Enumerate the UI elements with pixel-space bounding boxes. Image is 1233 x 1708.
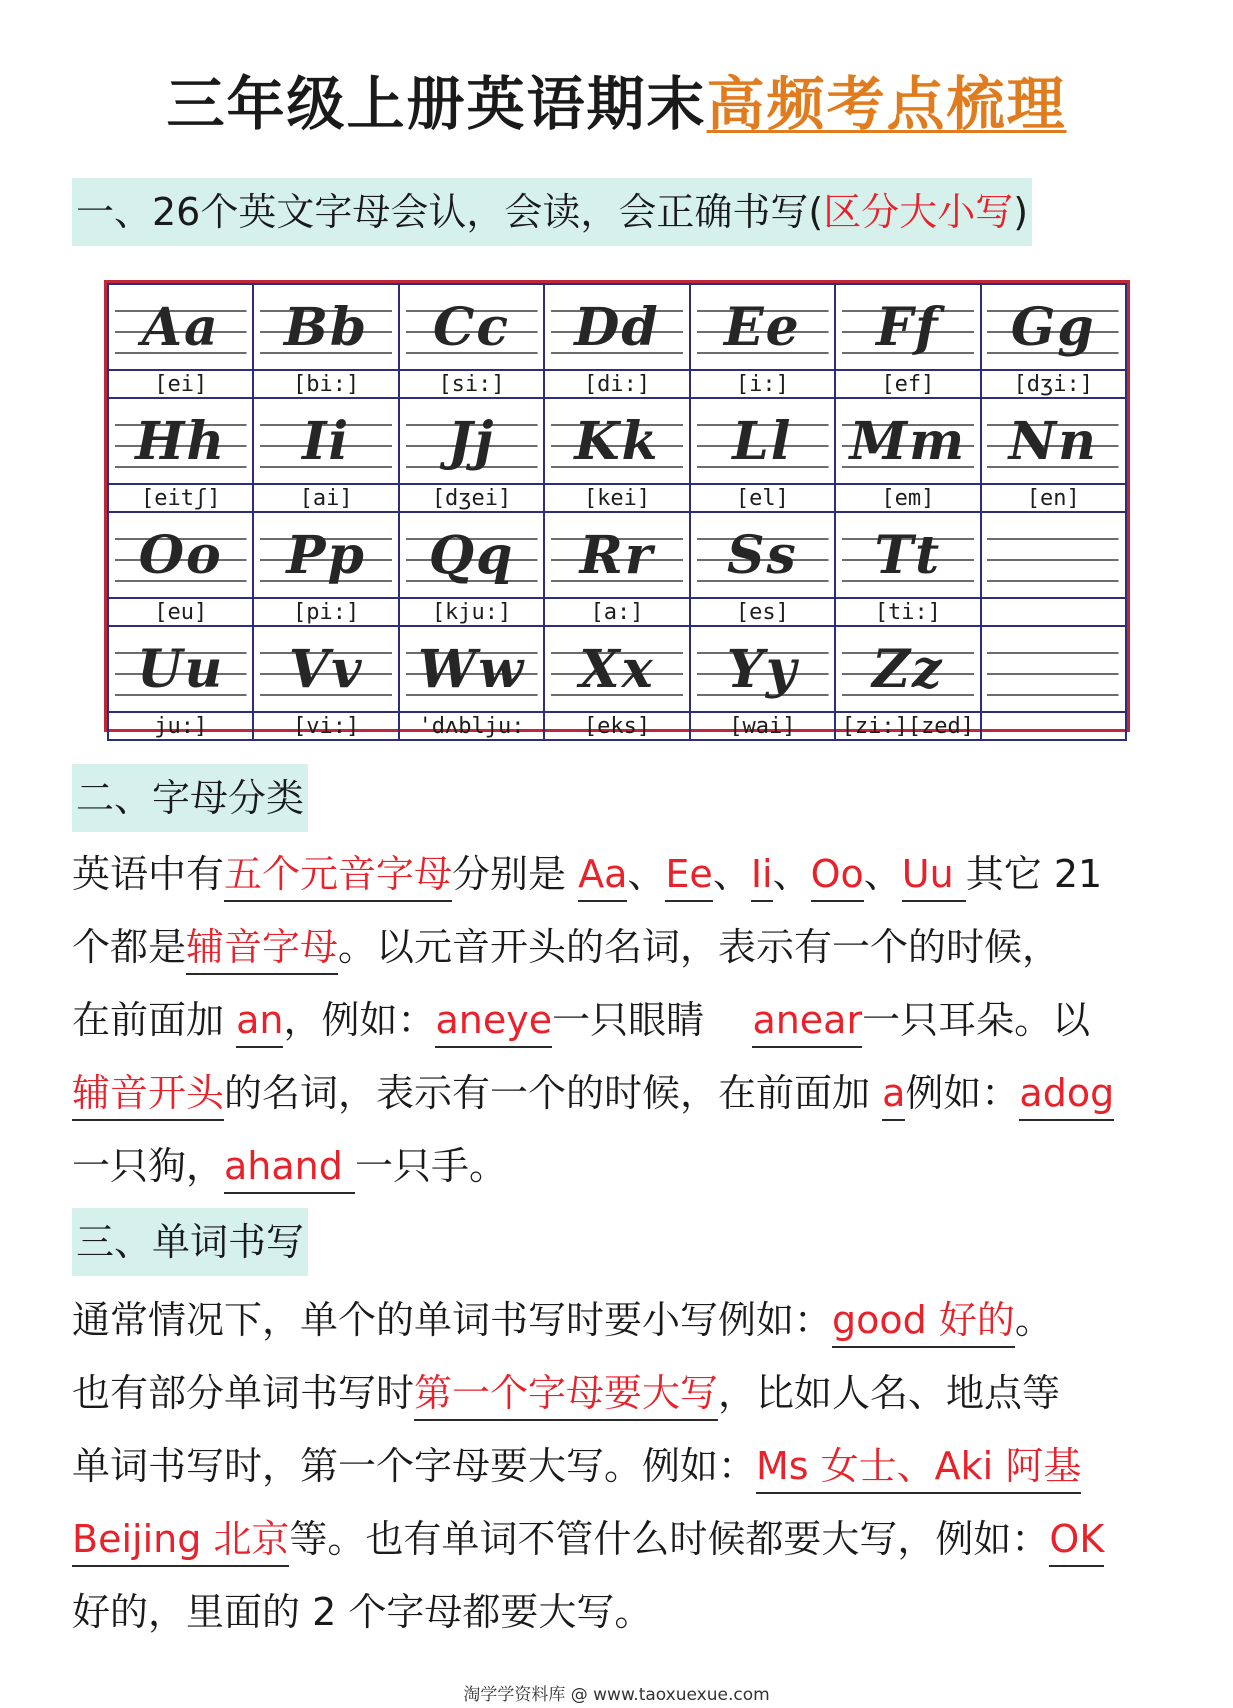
text-segment: 其它 21 <box>965 852 1103 896</box>
highlighted-term: 五个元音字母 <box>224 849 452 902</box>
alphabet-phonetic-cell: [ti:] <box>835 598 980 626</box>
page-title <box>0 64 1233 144</box>
alphabet-letter-cell: Vv <box>253 626 398 712</box>
text-segment: 一只狗， <box>72 1144 225 1188</box>
alphabet-letter-cell: Mm <box>835 398 980 484</box>
alphabet-letter-cell: Bb <box>253 284 398 370</box>
alphabet-letter-cell: Aa <box>108 284 253 370</box>
text-line <box>72 911 1162 984</box>
text-line <box>72 838 1162 911</box>
alphabet-letter-cell: Tt <box>835 512 980 598</box>
text-segment: 一只眼睛 <box>552 998 753 1042</box>
alphabet-letter-cell: Ss <box>690 512 835 598</box>
alphabet-letter-cell: Dd <box>544 284 689 370</box>
highlighted-term: 第一个字母要大写 <box>414 1368 718 1421</box>
alphabet-letter-cell: Pp <box>253 512 398 598</box>
title-highlight: 高频考点梳理 <box>706 70 1067 138</box>
highlighted-term: anear <box>752 995 862 1048</box>
alphabet-letter-row <box>108 512 1126 598</box>
alphabet-letter-cell <box>981 626 1126 712</box>
highlighted-term: a <box>882 1068 905 1121</box>
alphabet-phonetic-cell: [vi:] <box>253 712 398 740</box>
alphabet-letter-cell: Nn <box>981 398 1126 484</box>
section2-paragraph <box>72 838 1162 1203</box>
text-segment: 、 <box>627 852 666 896</box>
alphabet-phonetic-cell: [dʒi:] <box>981 370 1126 398</box>
section3-heading <box>72 1208 308 1276</box>
alphabet-letter-row <box>108 398 1126 484</box>
alphabet-phonetic-cell: [zi:][zed] <box>835 712 980 740</box>
text-segment: 英语中有 <box>72 852 225 896</box>
text-line <box>72 1430 1162 1503</box>
alphabet-phonetic-cell: [kju:] <box>399 598 544 626</box>
highlighted-term: OK <box>1049 1514 1104 1567</box>
highlighted-term: 辅音开头 <box>72 1068 224 1121</box>
text-line <box>72 1357 1162 1430</box>
footer-watermark: 淘学学资料库 @ www.taoxuexue.com <box>463 1685 770 1705</box>
alphabet-table <box>107 283 1127 741</box>
text-segment: 。以元音开头的名词，表示有一个的时候， <box>338 925 1061 969</box>
alphabet-phonetic-row <box>108 598 1126 626</box>
section1-heading-text: 一、26个英文字母会认，会读，会正确书写( <box>76 190 824 234</box>
text-line <box>72 1130 1162 1203</box>
alphabet-phonetic-cell <box>981 598 1126 626</box>
text-segment: 个都是 <box>72 925 187 969</box>
text-segment: 的名词，表示有一个的时候，在前面加 <box>224 1071 883 1115</box>
alphabet-phonetic-cell: [si:] <box>399 370 544 398</box>
section1-heading-red: 区分大小写 <box>823 190 1014 234</box>
section1-heading-end: ) <box>1013 190 1029 234</box>
text-line <box>72 1284 1162 1357</box>
alphabet-phonetic-cell: [eitʃ] <box>108 484 253 512</box>
alphabet-letter-cell: Ii <box>253 398 398 484</box>
alphabet-phonetic-cell: [es] <box>690 598 835 626</box>
section2-heading <box>72 764 308 832</box>
highlighted-term: 辅音字母 <box>186 922 338 975</box>
alphabet-letter-cell <box>981 512 1126 598</box>
alphabet-phonetic-cell: [wai] <box>690 712 835 740</box>
highlighted-term: Uu <box>902 849 966 902</box>
highlighted-term: aneye <box>435 995 552 1048</box>
alphabet-letter-cell: Qq <box>399 512 544 598</box>
alphabet-letter-row <box>108 284 1126 370</box>
alphabet-phonetic-cell: [eks] <box>544 712 689 740</box>
alphabet-phonetic-cell: [en] <box>981 484 1126 512</box>
alphabet-letter-cell: Rr <box>544 512 689 598</box>
alphabet-phonetic-cell: [dʒei] <box>399 484 544 512</box>
alphabet-phonetic-cell: [i:] <box>690 370 835 398</box>
text-line <box>72 1503 1162 1576</box>
alphabet-letter-cell: Hh <box>108 398 253 484</box>
text-segment: 、 <box>772 852 811 896</box>
alphabet-letter-cell: Yy <box>690 626 835 712</box>
text-segment: 例如： <box>905 1071 1020 1115</box>
alphabet-chart <box>104 280 1130 739</box>
alphabet-letter-cell: Cc <box>399 284 544 370</box>
alphabet-letter-cell: Kk <box>544 398 689 484</box>
highlighted-term: good 好的 <box>832 1295 1015 1348</box>
alphabet-phonetic-row <box>108 712 1126 740</box>
section1-heading <box>72 178 1032 246</box>
section3-paragraph <box>72 1284 1162 1649</box>
alphabet-letter-cell: Xx <box>544 626 689 712</box>
highlighted-term: Ee <box>665 849 712 902</box>
alphabet-letter-cell: Gg <box>981 284 1126 370</box>
text-segment: ，比如人名、地点等 <box>718 1371 1061 1415</box>
text-line <box>72 984 1162 1057</box>
alphabet-phonetic-cell: [ai] <box>253 484 398 512</box>
text-segment: 在前面加 <box>72 998 237 1042</box>
highlighted-term: ahand <box>224 1141 355 1194</box>
alphabet-letter-cell: Ff <box>835 284 980 370</box>
text-segment: 一只耳朵。以 <box>862 998 1091 1042</box>
text-segment: 单词书写时，第一个字母要大写。例如： <box>72 1444 757 1488</box>
text-line <box>72 1057 1162 1130</box>
text-segment: 等。也有单词不管什么时候都要大写，例如： <box>289 1517 1050 1561</box>
alphabet-phonetic-row <box>108 484 1126 512</box>
highlighted-term: Aa <box>578 849 627 902</box>
highlighted-term: an <box>236 995 283 1048</box>
alphabet-phonetic-cell: [bi:] <box>253 370 398 398</box>
highlighted-term: Oo <box>811 849 864 902</box>
alphabet-letter-cell: Ee <box>690 284 835 370</box>
alphabet-phonetic-cell: [ei] <box>108 370 253 398</box>
text-segment: 也有部分单词书写时 <box>72 1371 415 1415</box>
alphabet-letter-cell: Jj <box>399 398 544 484</box>
alphabet-phonetic-cell: [eu] <box>108 598 253 626</box>
text-line <box>72 1576 1162 1649</box>
alphabet-letter-row <box>108 626 1126 712</box>
alphabet-phonetic-cell <box>981 712 1126 740</box>
highlighted-term: Ii <box>751 849 773 902</box>
alphabet-letter-cell: Zz <box>835 626 980 712</box>
text-segment: 一只手。 <box>354 1144 507 1188</box>
text-segment: 、 <box>863 852 902 896</box>
alphabet-phonetic-row <box>108 370 1126 398</box>
alphabet-phonetic-cell: [em] <box>835 484 980 512</box>
text-segment: 通常情况下，单个的单词书写时要小写例如： <box>72 1298 833 1342</box>
alphabet-phonetic-cell: [pi:] <box>253 598 398 626</box>
highlighted-term: Beijing 北京 <box>72 1514 289 1567</box>
text-segment: 、 <box>712 852 751 896</box>
text-segment: 分别是 <box>452 852 579 896</box>
text-segment: ，例如： <box>283 998 436 1042</box>
highlighted-term: Ms 女士、Aki 阿基 <box>756 1441 1081 1494</box>
alphabet-letter-cell: Uu <box>108 626 253 712</box>
alphabet-phonetic-cell: [di:] <box>544 370 689 398</box>
text-segment: 。 <box>1014 1298 1053 1342</box>
alphabet-phonetic-cell: [el] <box>690 484 835 512</box>
alphabet-phonetic-cell: [kei] <box>544 484 689 512</box>
alphabet-phonetic-cell: [a:] <box>544 598 689 626</box>
section3-heading-text: 三、单词书写 <box>76 1220 305 1264</box>
section2-heading-text: 二、字母分类 <box>76 776 305 820</box>
highlighted-term: adog <box>1019 1068 1114 1121</box>
alphabet-letter-cell: Oo <box>108 512 253 598</box>
alphabet-phonetic-cell: [ef] <box>835 370 980 398</box>
title-main: 三年级上册英语期末 <box>166 70 707 138</box>
alphabet-letter-cell: Ll <box>690 398 835 484</box>
alphabet-phonetic-cell: ju:] <box>108 712 253 740</box>
alphabet-letter-cell: Ww <box>399 626 544 712</box>
alphabet-phonetic-cell: 'dʌblju: <box>399 712 544 740</box>
text-segment: 好的，里面的 2 个字母都要大写。 <box>72 1590 653 1634</box>
